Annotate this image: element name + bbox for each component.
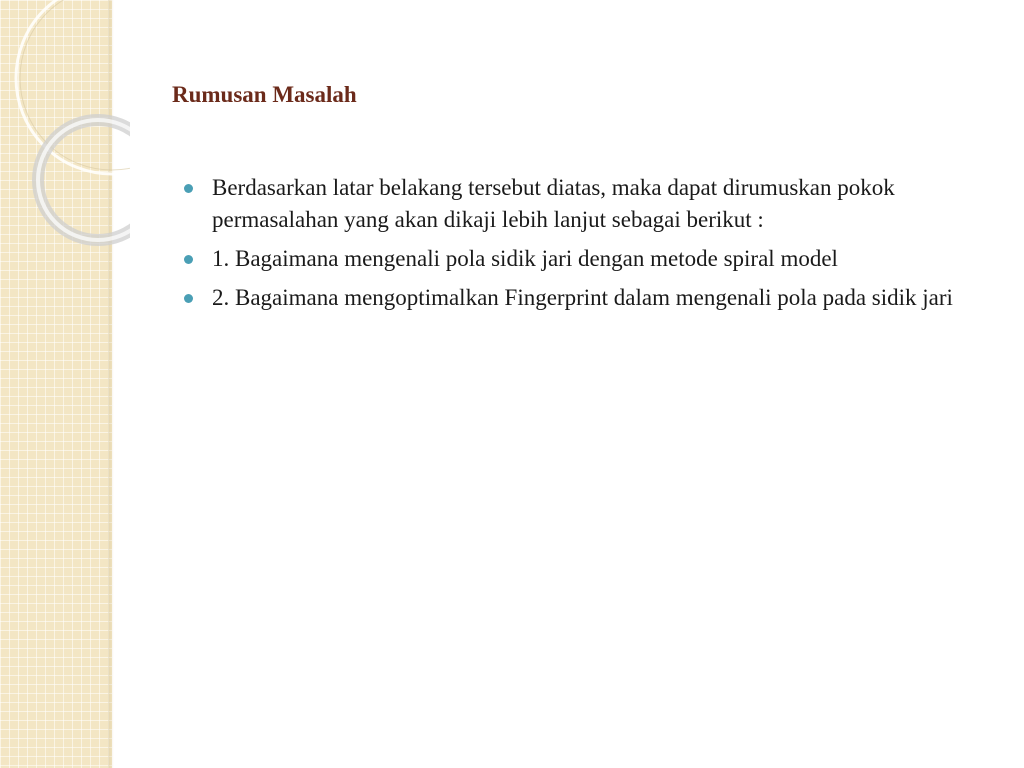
bullet-dot-icon: [184, 294, 193, 303]
bullet-dot-icon: [184, 255, 193, 264]
bullet-text: 2. Bagaimana mengoptimalkan Fingerprint dalam mengenali pola pada sidik jari: [212, 285, 953, 310]
bullet-text: 1. Bagaimana mengenali pola sidik jari dengan metode spiral model: [212, 246, 838, 271]
decorative-circles: [0, 0, 130, 260]
decorative-circle-large-shadow: [20, 0, 130, 170]
decorative-circle-large: [16, 0, 130, 174]
bullet-item: [184, 172, 994, 236]
decorative-ring-small: [38, 120, 130, 240]
slide-title: Rumusan Masalah: [172, 82, 357, 107]
bullet-list: [184, 172, 994, 321]
bullet-dot-icon: [184, 184, 193, 193]
bullet-item: [184, 243, 994, 275]
bullet-text: Berdasarkan latar belakang tersebut diatas, maka dapat dirumuskan pokok permasalahan yang akan dikaji lebih lanjut sebagai berikut :: [212, 175, 895, 232]
bullet-item: [184, 282, 994, 314]
